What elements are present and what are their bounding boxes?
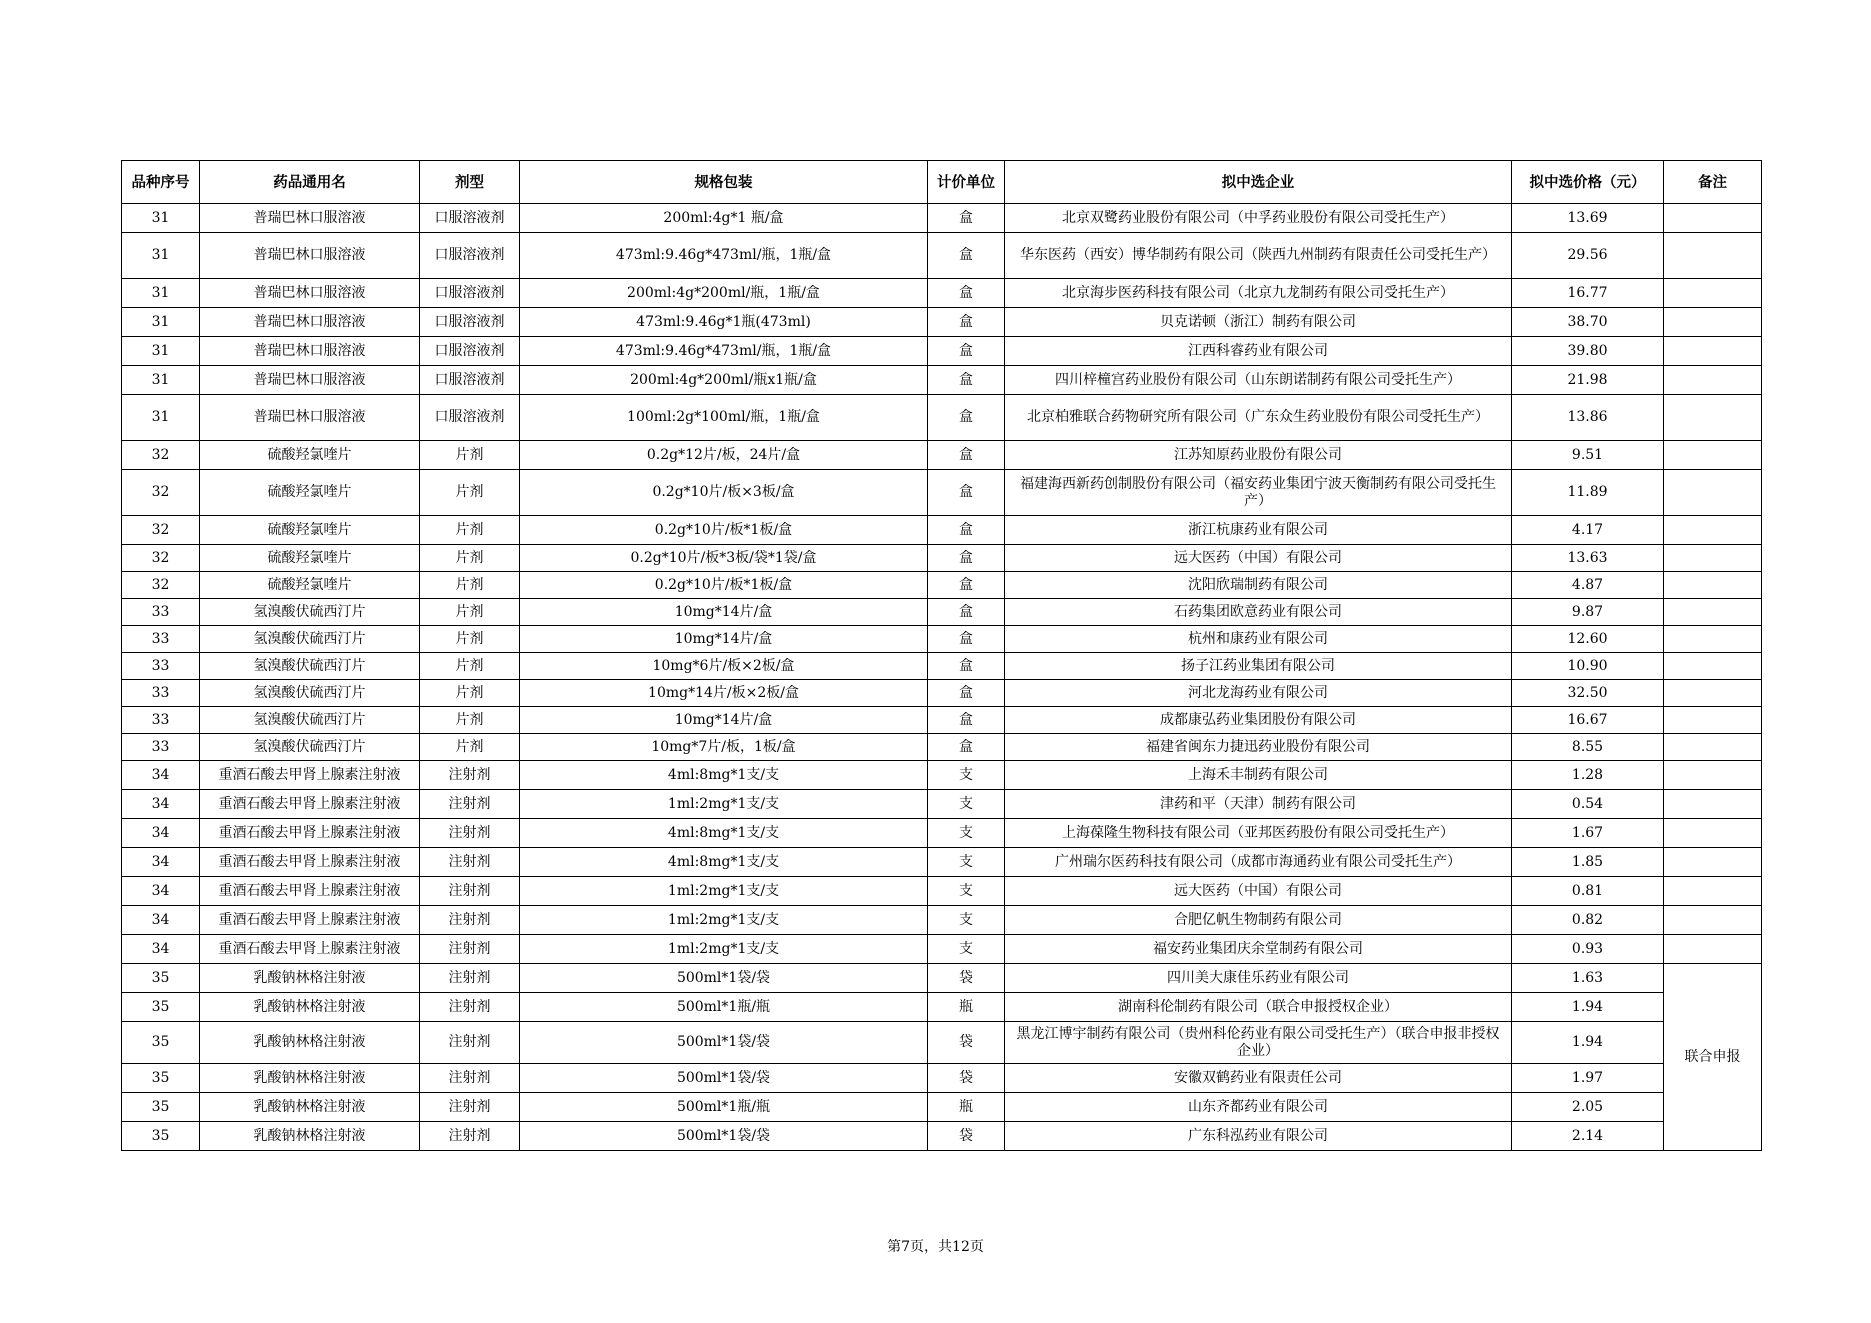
table-row — [122, 877, 1762, 906]
cell-form: 口服溶液剂 — [420, 366, 520, 395]
table-row — [122, 395, 1762, 441]
header-cell: 拟中选价格（元） — [1512, 161, 1664, 204]
table-row — [122, 599, 1762, 626]
cell-company: 沈阳欣瑞制药有限公司 — [1005, 572, 1512, 599]
cell-remark — [1664, 366, 1762, 395]
cell-price: 10.90 — [1512, 653, 1664, 680]
cell-company: 成都康弘药业集团股份有限公司 — [1005, 707, 1512, 734]
cell-no: 35 — [122, 1022, 200, 1064]
cell-price: 13.86 — [1512, 395, 1664, 441]
cell-name: 重酒石酸去甲肾上腺素注射液 — [200, 906, 420, 935]
cell-no: 33 — [122, 599, 200, 626]
table-row — [122, 204, 1762, 233]
cell-remark — [1664, 906, 1762, 935]
cell-no: 31 — [122, 337, 200, 366]
cell-no: 33 — [122, 707, 200, 734]
cell-unit: 盒 — [928, 308, 1005, 337]
cell-price: 1.85 — [1512, 848, 1664, 877]
cell-form: 片剂 — [420, 545, 520, 572]
cell-remark — [1664, 545, 1762, 572]
cell-remark — [1664, 653, 1762, 680]
cell-spec: 10mg*7片/板，1板/盒 — [520, 734, 928, 761]
cell-company: 扬子江药业集团有限公司 — [1005, 653, 1512, 680]
cell-spec: 10mg*14片/盒 — [520, 626, 928, 653]
cell-company: 华东医药（西安）博华制药有限公司（陕西九州制药有限责任公司受托生产） — [1005, 233, 1512, 279]
cell-price: 0.54 — [1512, 790, 1664, 819]
cell-remark — [1664, 626, 1762, 653]
cell-price: 16.77 — [1512, 279, 1664, 308]
header-cell: 剂型 — [420, 161, 520, 204]
cell-unit: 盒 — [928, 366, 1005, 395]
cell-no: 31 — [122, 279, 200, 308]
cell-unit: 瓶 — [928, 993, 1005, 1022]
cell-spec: 4ml:8mg*1支/支 — [520, 848, 928, 877]
cell-form: 注射剂 — [420, 906, 520, 935]
header-cell: 备注 — [1664, 161, 1762, 204]
cell-price: 0.81 — [1512, 877, 1664, 906]
cell-name: 硫酸羟氯喹片 — [200, 545, 420, 572]
cell-price: 1.67 — [1512, 819, 1664, 848]
cell-name: 普瑞巴林口服溶液 — [200, 395, 420, 441]
cell-price: 2.14 — [1512, 1122, 1664, 1151]
cell-form: 片剂 — [420, 516, 520, 545]
cell-name: 普瑞巴林口服溶液 — [200, 279, 420, 308]
cell-name: 重酒石酸去甲肾上腺素注射液 — [200, 819, 420, 848]
cell-unit: 盒 — [928, 204, 1005, 233]
cell-form: 注射剂 — [420, 964, 520, 993]
table-row — [122, 1122, 1762, 1151]
cell-form: 注射剂 — [420, 848, 520, 877]
cell-price: 1.28 — [1512, 761, 1664, 790]
drug-table-sheet — [121, 160, 1761, 1151]
cell-form: 注射剂 — [420, 790, 520, 819]
cell-unit: 盒 — [928, 734, 1005, 761]
cell-no: 35 — [122, 964, 200, 993]
cell-name: 氢溴酸伏硫西汀片 — [200, 626, 420, 653]
cell-unit: 支 — [928, 819, 1005, 848]
cell-form: 片剂 — [420, 707, 520, 734]
cell-unit: 盒 — [928, 395, 1005, 441]
table-row — [122, 1064, 1762, 1093]
cell-name: 氢溴酸伏硫西汀片 — [200, 599, 420, 626]
cell-no: 34 — [122, 935, 200, 964]
table-row — [122, 935, 1762, 964]
cell-form: 注射剂 — [420, 935, 520, 964]
cell-remark — [1664, 395, 1762, 441]
cell-no: 33 — [122, 734, 200, 761]
table-row — [122, 516, 1762, 545]
cell-name: 硫酸羟氯喹片 — [200, 441, 420, 470]
cell-company: 北京双鹭药业股份有限公司（中孚药业股份有限公司受托生产） — [1005, 204, 1512, 233]
cell-price: 38.70 — [1512, 308, 1664, 337]
cell-unit: 盒 — [928, 680, 1005, 707]
cell-unit: 支 — [928, 790, 1005, 819]
cell-unit: 袋 — [928, 1122, 1005, 1151]
cell-spec: 200ml:4g*200ml/瓶，1瓶/盒 — [520, 279, 928, 308]
table-row — [122, 707, 1762, 734]
cell-unit: 盒 — [928, 470, 1005, 516]
header-cell: 计价单位 — [928, 161, 1005, 204]
cell-unit: 盒 — [928, 653, 1005, 680]
cell-price: 9.51 — [1512, 441, 1664, 470]
cell-name: 乳酸钠林格注射液 — [200, 993, 420, 1022]
cell-price: 12.60 — [1512, 626, 1664, 653]
cell-no: 31 — [122, 395, 200, 441]
cell-name: 氢溴酸伏硫西汀片 — [200, 707, 420, 734]
cell-name: 普瑞巴林口服溶液 — [200, 233, 420, 279]
cell-unit: 支 — [928, 877, 1005, 906]
cell-remark — [1664, 761, 1762, 790]
cell-form: 口服溶液剂 — [420, 308, 520, 337]
cell-company: 河北龙海药业有限公司 — [1005, 680, 1512, 707]
cell-company: 石药集团欧意药业有限公司 — [1005, 599, 1512, 626]
cell-form: 注射剂 — [420, 819, 520, 848]
cell-remark — [1664, 599, 1762, 626]
cell-remark — [1664, 516, 1762, 545]
cell-price: 0.82 — [1512, 906, 1664, 935]
cell-remark — [1664, 819, 1762, 848]
cell-form: 注射剂 — [420, 1064, 520, 1093]
cell-spec: 500ml*1袋/袋 — [520, 1022, 928, 1064]
table-row — [122, 819, 1762, 848]
cell-spec: 10mg*14片/盒 — [520, 707, 928, 734]
cell-spec: 500ml*1瓶/瓶 — [520, 1093, 928, 1122]
cell-spec: 473ml:9.46g*1瓶(473ml) — [520, 308, 928, 337]
cell-spec: 1ml:2mg*1支/支 — [520, 906, 928, 935]
cell-remark — [1664, 308, 1762, 337]
cell-form: 片剂 — [420, 599, 520, 626]
cell-form: 片剂 — [420, 734, 520, 761]
page-footer: 第7页，共12页 — [887, 1239, 984, 1255]
cell-company: 北京柏雅联合药物研究所有限公司（广东众生药业股份有限公司受托生产） — [1005, 395, 1512, 441]
table-row — [122, 545, 1762, 572]
cell-spec: 200ml:4g*200ml/瓶x1瓶/盒 — [520, 366, 928, 395]
cell-spec: 200ml:4g*1 瓶/盒 — [520, 204, 928, 233]
cell-price: 9.87 — [1512, 599, 1664, 626]
cell-company: 合肥亿帆生物制药有限公司 — [1005, 906, 1512, 935]
cell-remark-joint: 联合申报 — [1664, 964, 1762, 1151]
cell-no: 35 — [122, 1122, 200, 1151]
cell-unit: 瓶 — [928, 1093, 1005, 1122]
cell-name: 重酒石酸去甲肾上腺素注射液 — [200, 935, 420, 964]
cell-remark — [1664, 470, 1762, 516]
cell-price: 21.98 — [1512, 366, 1664, 395]
cell-name: 氢溴酸伏硫西汀片 — [200, 734, 420, 761]
cell-no: 33 — [122, 680, 200, 707]
table-row — [122, 790, 1762, 819]
cell-form: 片剂 — [420, 653, 520, 680]
cell-spec: 1ml:2mg*1支/支 — [520, 935, 928, 964]
cell-form: 口服溶液剂 — [420, 233, 520, 279]
cell-name: 重酒石酸去甲肾上腺素注射液 — [200, 761, 420, 790]
cell-company: 安徽双鹤药业有限责任公司 — [1005, 1064, 1512, 1093]
cell-spec: 1ml:2mg*1支/支 — [520, 790, 928, 819]
table-row — [122, 848, 1762, 877]
cell-form: 注射剂 — [420, 1093, 520, 1122]
cell-spec: 500ml*1袋/袋 — [520, 1064, 928, 1093]
cell-price: 0.93 — [1512, 935, 1664, 964]
cell-unit: 盒 — [928, 545, 1005, 572]
cell-name: 普瑞巴林口服溶液 — [200, 337, 420, 366]
cell-spec: 500ml*1瓶/瓶 — [520, 993, 928, 1022]
cell-remark — [1664, 848, 1762, 877]
cell-name: 硫酸羟氯喹片 — [200, 572, 420, 599]
cell-price: 4.87 — [1512, 572, 1664, 599]
cell-no: 31 — [122, 233, 200, 279]
table-body — [122, 204, 1762, 1151]
cell-no: 31 — [122, 204, 200, 233]
cell-name: 重酒石酸去甲肾上腺素注射液 — [200, 877, 420, 906]
cell-spec: 4ml:8mg*1支/支 — [520, 819, 928, 848]
cell-price: 8.55 — [1512, 734, 1664, 761]
cell-company: 黑龙江博宇制药有限公司（贵州科伦药业有限公司受托生产）（联合申报非授权企业） — [1005, 1022, 1512, 1064]
cell-company: 山东齐都药业有限公司 — [1005, 1093, 1512, 1122]
cell-no: 34 — [122, 790, 200, 819]
cell-no: 31 — [122, 308, 200, 337]
cell-name: 乳酸钠林格注射液 — [200, 964, 420, 993]
cell-company: 浙江杭康药业有限公司 — [1005, 516, 1512, 545]
cell-unit: 支 — [928, 935, 1005, 964]
header-cell: 品种序号 — [122, 161, 200, 204]
table-row — [122, 761, 1762, 790]
header-cell: 拟中选企业 — [1005, 161, 1512, 204]
cell-spec: 0.2g*12片/板，24片/盒 — [520, 441, 928, 470]
cell-name: 重酒石酸去甲肾上腺素注射液 — [200, 848, 420, 877]
cell-no: 32 — [122, 572, 200, 599]
cell-no: 34 — [122, 877, 200, 906]
cell-company: 杭州和康药业有限公司 — [1005, 626, 1512, 653]
cell-unit: 盒 — [928, 337, 1005, 366]
cell-price: 32.50 — [1512, 680, 1664, 707]
cell-remark — [1664, 877, 1762, 906]
header-cell: 药品通用名 — [200, 161, 420, 204]
cell-unit: 盒 — [928, 599, 1005, 626]
cell-form: 注射剂 — [420, 993, 520, 1022]
cell-unit: 袋 — [928, 964, 1005, 993]
cell-remark — [1664, 233, 1762, 279]
cell-remark — [1664, 279, 1762, 308]
cell-no: 32 — [122, 470, 200, 516]
cell-company: 远大医药（中国）有限公司 — [1005, 545, 1512, 572]
cell-form: 口服溶液剂 — [420, 279, 520, 308]
cell-company: 江苏知原药业股份有限公司 — [1005, 441, 1512, 470]
cell-form: 注射剂 — [420, 1122, 520, 1151]
cell-name: 乳酸钠林格注射液 — [200, 1022, 420, 1064]
cell-remark — [1664, 680, 1762, 707]
cell-form: 注射剂 — [420, 761, 520, 790]
cell-no: 33 — [122, 653, 200, 680]
cell-price: 11.89 — [1512, 470, 1664, 516]
cell-company: 福建省闽东力捷迅药业股份有限公司 — [1005, 734, 1512, 761]
cell-price: 4.17 — [1512, 516, 1664, 545]
cell-remark — [1664, 204, 1762, 233]
cell-company: 广东科泓药业有限公司 — [1005, 1122, 1512, 1151]
table-row — [122, 1022, 1762, 1064]
cell-spec: 10mg*14片/板×2板/盒 — [520, 680, 928, 707]
cell-name: 乳酸钠林格注射液 — [200, 1093, 420, 1122]
cell-name: 普瑞巴林口服溶液 — [200, 366, 420, 395]
cell-no: 35 — [122, 1064, 200, 1093]
cell-unit: 盒 — [928, 441, 1005, 470]
cell-no: 34 — [122, 819, 200, 848]
cell-price: 1.94 — [1512, 1022, 1664, 1064]
cell-name: 硫酸羟氯喹片 — [200, 470, 420, 516]
cell-no: 34 — [122, 906, 200, 935]
cell-unit: 盒 — [928, 279, 1005, 308]
cell-company: 福安药业集团庆余堂制药有限公司 — [1005, 935, 1512, 964]
cell-unit: 盒 — [928, 516, 1005, 545]
cell-spec: 10mg*14片/盒 — [520, 599, 928, 626]
cell-price: 1.94 — [1512, 993, 1664, 1022]
cell-company: 北京海步医药科技有限公司（北京九龙制药有限公司受托生产） — [1005, 279, 1512, 308]
cell-price: 2.05 — [1512, 1093, 1664, 1122]
cell-spec: 100ml:2g*100ml/瓶，1瓶/盒 — [520, 395, 928, 441]
cell-name: 乳酸钠林格注射液 — [200, 1064, 420, 1093]
cell-form: 注射剂 — [420, 1022, 520, 1064]
cell-form: 口服溶液剂 — [420, 337, 520, 366]
cell-form: 片剂 — [420, 470, 520, 516]
cell-form: 口服溶液剂 — [420, 395, 520, 441]
table-row — [122, 366, 1762, 395]
table-row — [122, 1093, 1762, 1122]
cell-form: 片剂 — [420, 626, 520, 653]
cell-unit: 支 — [928, 906, 1005, 935]
table-row — [122, 626, 1762, 653]
cell-form: 片剂 — [420, 680, 520, 707]
table-row — [122, 964, 1762, 993]
cell-company: 上海葆隆生物科技有限公司（亚邦医药股份有限公司受托生产） — [1005, 819, 1512, 848]
cell-remark — [1664, 337, 1762, 366]
cell-remark — [1664, 935, 1762, 964]
cell-form: 口服溶液剂 — [420, 204, 520, 233]
header-cell: 规格包装 — [520, 161, 928, 204]
cell-unit: 袋 — [928, 1022, 1005, 1064]
cell-no: 35 — [122, 993, 200, 1022]
cell-spec: 0.2g*10片/板*3板/袋*1袋/盒 — [520, 545, 928, 572]
cell-name: 重酒石酸去甲肾上腺素注射液 — [200, 790, 420, 819]
table-row — [122, 906, 1762, 935]
cell-price: 39.80 — [1512, 337, 1664, 366]
cell-spec: 0.2g*10片/板*1板/盒 — [520, 572, 928, 599]
cell-no: 32 — [122, 516, 200, 545]
cell-spec: 473ml:9.46g*473ml/瓶，1瓶/盒 — [520, 337, 928, 366]
cell-unit: 盒 — [928, 707, 1005, 734]
cell-no: 33 — [122, 626, 200, 653]
cell-name: 硫酸羟氯喹片 — [200, 516, 420, 545]
table-header-row — [122, 161, 1762, 204]
cell-no: 32 — [122, 441, 200, 470]
cell-remark — [1664, 441, 1762, 470]
table-row — [122, 308, 1762, 337]
cell-price: 29.56 — [1512, 233, 1664, 279]
cell-spec: 0.2g*10片/板×3板/盒 — [520, 470, 928, 516]
cell-price: 1.63 — [1512, 964, 1664, 993]
cell-company: 四川梓橦宫药业股份有限公司（山东朗诺制药有限公司受托生产） — [1005, 366, 1512, 395]
table-row — [122, 653, 1762, 680]
cell-unit: 袋 — [928, 1064, 1005, 1093]
cell-spec: 1ml:2mg*1支/支 — [520, 877, 928, 906]
cell-company: 贝克诺顿（浙江）制药有限公司 — [1005, 308, 1512, 337]
cell-company: 江西科睿药业有限公司 — [1005, 337, 1512, 366]
table-row — [122, 572, 1762, 599]
cell-company: 上海禾丰制药有限公司 — [1005, 761, 1512, 790]
cell-name: 乳酸钠林格注射液 — [200, 1122, 420, 1151]
cell-form: 注射剂 — [420, 877, 520, 906]
cell-name: 普瑞巴林口服溶液 — [200, 308, 420, 337]
cell-price: 16.67 — [1512, 707, 1664, 734]
cell-remark — [1664, 790, 1762, 819]
cell-form: 片剂 — [420, 572, 520, 599]
cell-unit: 盒 — [928, 572, 1005, 599]
cell-no: 31 — [122, 366, 200, 395]
cell-company: 福建海西新药创制股份有限公司（福安药业集团宁波天衡制药有限公司受托生产） — [1005, 470, 1512, 516]
cell-spec: 0.2g*10片/板*1板/盒 — [520, 516, 928, 545]
cell-name: 氢溴酸伏硫西汀片 — [200, 653, 420, 680]
cell-form: 片剂 — [420, 441, 520, 470]
cell-name: 普瑞巴林口服溶液 — [200, 204, 420, 233]
cell-unit: 盒 — [928, 626, 1005, 653]
table-row — [122, 993, 1762, 1022]
cell-company: 广州瑞尔医药科技有限公司（成都市海通药业有限公司受托生产） — [1005, 848, 1512, 877]
cell-no: 34 — [122, 761, 200, 790]
cell-spec: 4ml:8mg*1支/支 — [520, 761, 928, 790]
cell-remark — [1664, 572, 1762, 599]
cell-spec: 473ml:9.46g*473ml/瓶，1瓶/盒 — [520, 233, 928, 279]
table-row — [122, 441, 1762, 470]
cell-remark — [1664, 734, 1762, 761]
cell-price: 13.69 — [1512, 204, 1664, 233]
cell-spec: 500ml*1袋/袋 — [520, 964, 928, 993]
cell-company: 远大医药（中国）有限公司 — [1005, 877, 1512, 906]
table-row — [122, 680, 1762, 707]
table-row — [122, 337, 1762, 366]
table-row — [122, 734, 1762, 761]
cell-price: 13.63 — [1512, 545, 1664, 572]
cell-spec: 500ml*1袋/袋 — [520, 1122, 928, 1151]
cell-company: 津药和平（天津）制药有限公司 — [1005, 790, 1512, 819]
cell-name: 氢溴酸伏硫西汀片 — [200, 680, 420, 707]
cell-unit: 盒 — [928, 233, 1005, 279]
cell-no: 35 — [122, 1093, 200, 1122]
cell-unit: 支 — [928, 761, 1005, 790]
cell-no: 32 — [122, 545, 200, 572]
cell-company: 湖南科伦制药有限公司（联合申报授权企业） — [1005, 993, 1512, 1022]
drug-price-table — [121, 160, 1762, 1151]
cell-company: 四川美大康佳乐药业有限公司 — [1005, 964, 1512, 993]
table-row — [122, 233, 1762, 279]
cell-no: 34 — [122, 848, 200, 877]
cell-spec: 10mg*6片/板×2板/盒 — [520, 653, 928, 680]
cell-remark — [1664, 707, 1762, 734]
cell-price: 1.97 — [1512, 1064, 1664, 1093]
table-row — [122, 279, 1762, 308]
table-row — [122, 470, 1762, 516]
cell-unit: 支 — [928, 848, 1005, 877]
